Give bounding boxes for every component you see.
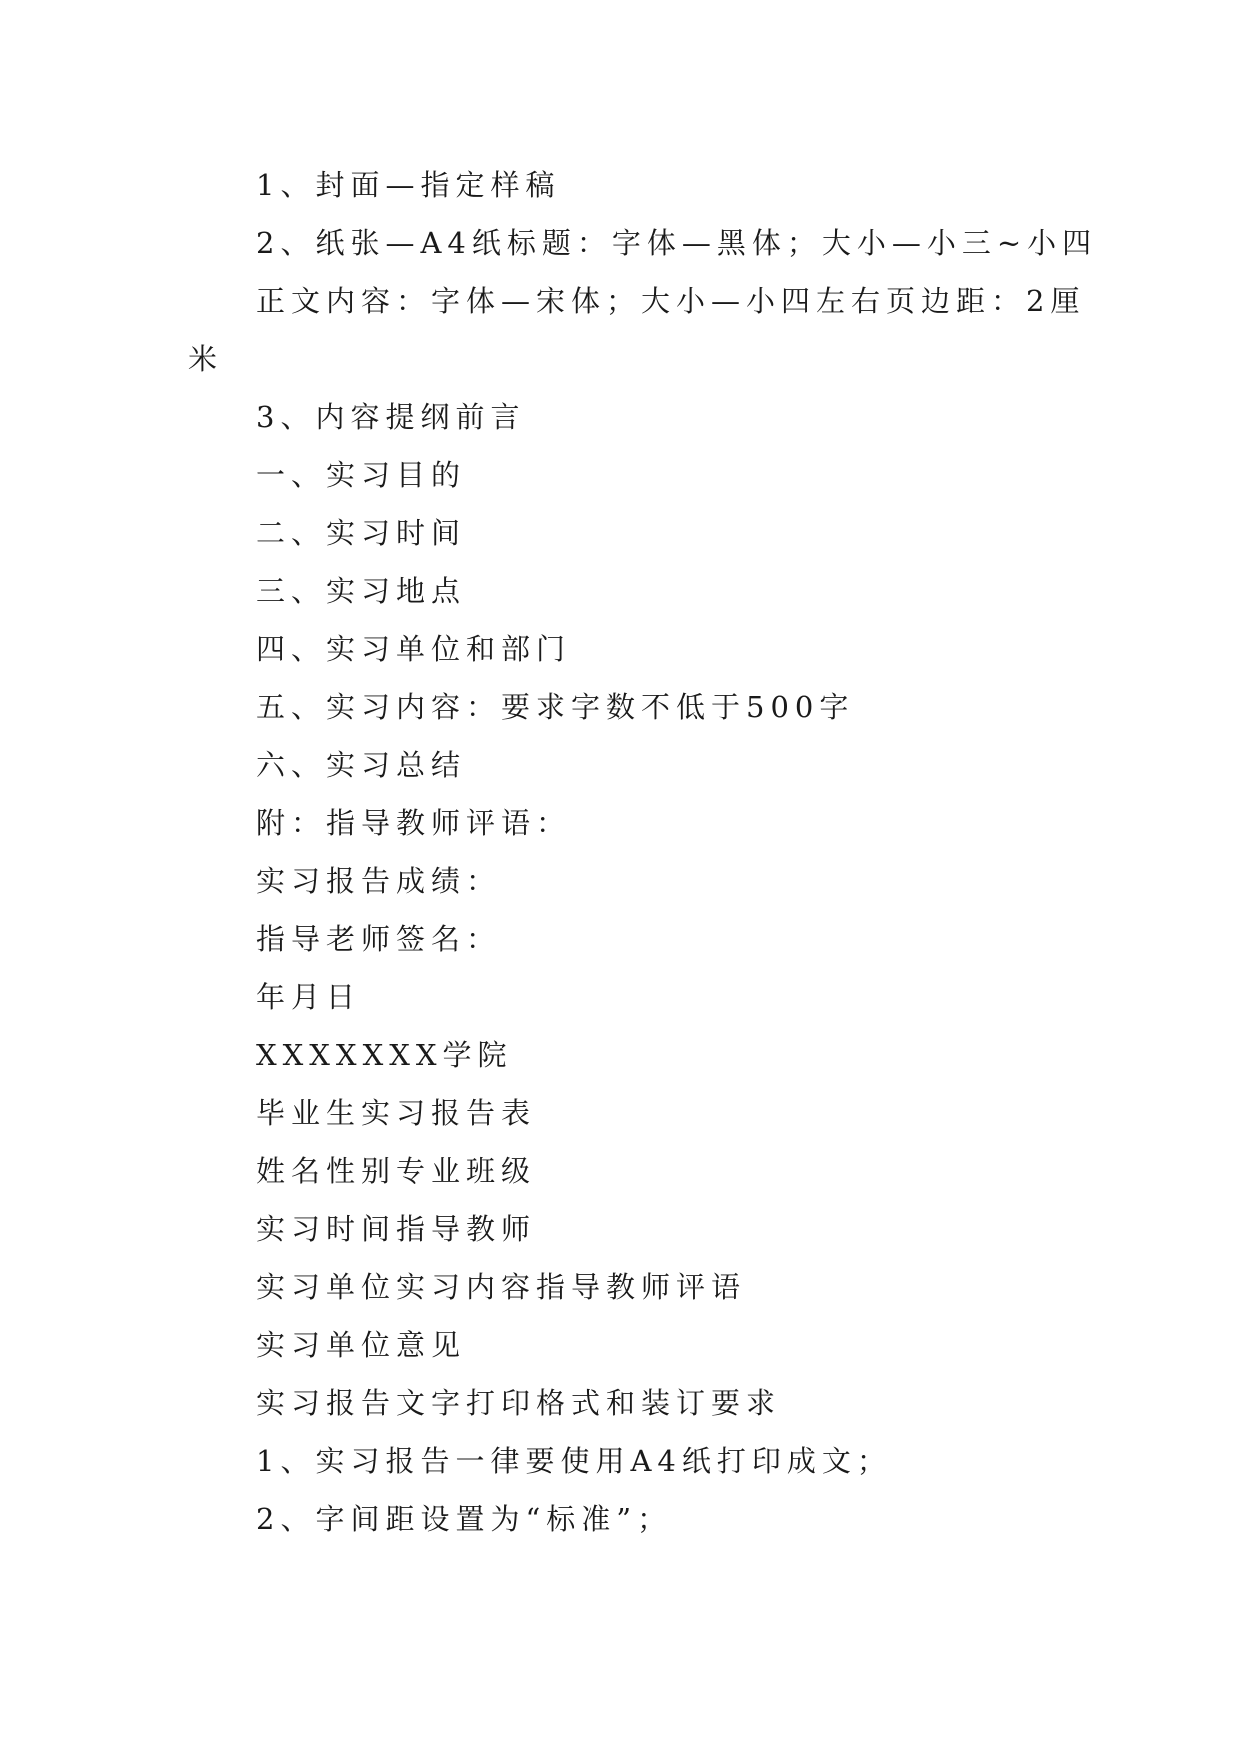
line-format-1: 1、实习报告一律要使用A4纸打印成文； [256, 1444, 892, 1478]
line-time-fields: 实习时间指导教师 [256, 1212, 537, 1246]
line-signature: 指导老师签名： [256, 922, 502, 956]
line-outline: 3、内容提纲前言 [256, 400, 526, 434]
line-purpose: 一、实习目的 [256, 458, 467, 492]
line-teacher-comment: 附：指导教师评语： [256, 806, 572, 840]
line-body-font-cont: 米 [188, 342, 224, 376]
document-body [188, 156, 1098, 1548]
line-unit: 四、实习单位和部门 [256, 632, 572, 666]
line-form-title: 毕业生实习报告表 [256, 1096, 537, 1130]
line-summary: 六、实习总结 [256, 748, 467, 782]
line-body-font: 正文内容：字体—宋体；大小—小四左右页边距：2厘 [256, 284, 1086, 318]
line-college: XXXXXXX学院 [256, 1038, 513, 1072]
line-format-2: 2、字间距设置为“标准”； [256, 1502, 673, 1536]
line-format-title: 实习报告文字打印格式和装订要求 [256, 1386, 782, 1420]
line-paper: 2、纸张—A4纸标题：字体—黑体；大小—小三~小四 [256, 226, 1098, 260]
line-location: 三、实习地点 [256, 574, 467, 608]
line-time: 二、实习时间 [256, 516, 467, 550]
line-date: 年月日 [256, 980, 362, 1014]
line-grade: 实习报告成绩： [256, 864, 502, 898]
line-unit-fields: 实习单位实习内容指导教师评语 [256, 1270, 747, 1304]
line-content: 五、实习内容：要求字数不低于500字 [256, 690, 855, 724]
line-cover: 1、封面—指定样稿 [256, 168, 561, 202]
line-unit-opinion: 实习单位意见 [256, 1328, 467, 1362]
line-name-fields: 姓名性别专业班级 [256, 1154, 537, 1188]
